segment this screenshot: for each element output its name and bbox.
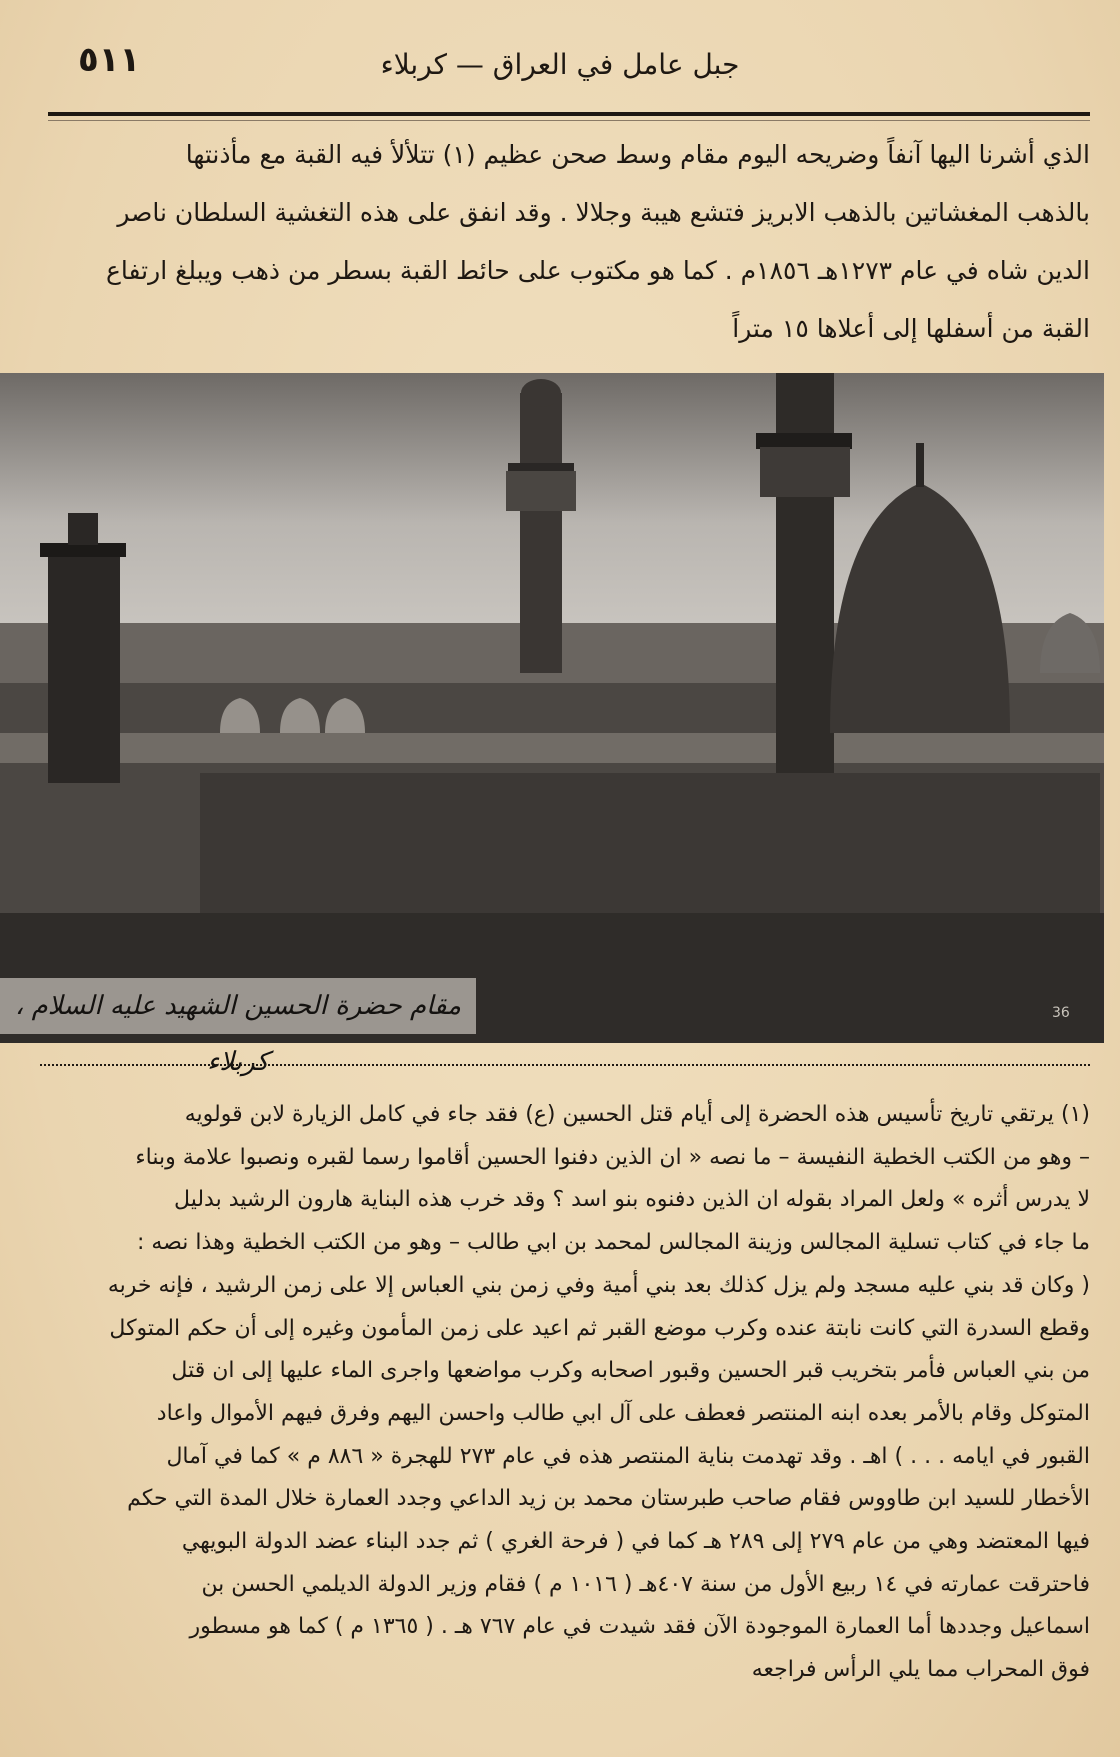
body-line: بالذهب المغشاتين بالذهب الابريز فتشع هيبة وجلالا . وقد انفق على هذه التغشية السلطان ناصر	[117, 198, 1090, 227]
footnote-line: فيها المعتضد وهي من عام ٢٧٩ إلى ٢٨٩ هـ كما في ( فرحة الغري ) ثم جدد البناء عضد الدولة البويهي	[181, 1529, 1090, 1555]
footnote-line: ( وكان قد بني عليه مسجد ولم يزل كذلك بعد بني أمية وفي زمن بني العباس إلا على زمن الرشيد ، فإنه خربه	[107, 1272, 1090, 1298]
footnote-line: فوق المحراب مما يلي الرأس فراجعه	[751, 1657, 1090, 1683]
left-clock-tower	[40, 513, 126, 783]
body-line: الدين شاه في عام ١٢٧٣هـ ١٨٥٦م . كما هو مكتوب على حائط القبة بسطر من ذهب ويبلغ ارتفاع	[105, 256, 1090, 285]
body-line: القبة من أسفلها إلى أعلاها ١٥ متراً	[732, 314, 1090, 343]
body-line: الذي أشرنا اليها آنفاً وضريحه اليوم مقام وسط صحن عظيم (١) تتلألأ فيه القبة مع مأذنتها	[185, 140, 1090, 169]
footnote-line: وقطع السدرة التي كانت نابتة عنده وكرب موضع القبر ثم اعيد على زمن المأمون وغيره إلى أن حكم المتوكل	[109, 1315, 1090, 1341]
plate-number: 36	[1052, 1005, 1070, 1021]
footnote-line: الأخطار للسيد ابن طاووس فقام صاحب طبرستان محمد بن زيد الداعي وجدد العمارة خلال المدة التي حكم	[127, 1486, 1090, 1512]
footnote-line: اسماعيل وجددها أما العمارة الموجودة الآن فقد شيدت في عام ٧٦٧ هـ . ( ١٣٦٥ م ) كما هو مسطور	[189, 1614, 1090, 1640]
shrine-photograph	[0, 373, 1104, 1043]
small-domes	[220, 698, 365, 733]
page-number: ٥١١	[78, 40, 141, 80]
footnote-line: (١) يرتقي تاريخ تأسيس هذه الحضرة إلى أيام قتل الحسين (ع) فقد جاء في كامل الزيارة لابن قولويه	[184, 1102, 1090, 1127]
shrine-photo-illustration	[0, 373, 1104, 1043]
footnote-line: لا يدرس أثره » ولعل المراد بقوله ان الذين دفنوه بنو اسد ؟ وقد خرب هذه البناية هارون الرشيد بدليل	[174, 1187, 1090, 1213]
header-rule-thin	[48, 120, 1090, 121]
footnote-line: المتوكل وقام بالأمر بعده ابنه المنتصر فعطف على آل ابي طالب واحسن اليهم وفرق فيهم الأموال واعاد	[156, 1400, 1090, 1426]
footnote-line: القبور في ايامه . . . ) اهـ . وقد تهدمت بناية المنتصر هذه في عام ٢٧٣ للهجرة « ٨٨٦ م » كما في آمال	[166, 1443, 1090, 1469]
running-title: جبل عامل في العراق — كربلاء	[380, 48, 740, 81]
header-rule	[48, 112, 1090, 116]
footnote-line: ما جاء في كتاب تسلية المجالس وزينة المجالس لمحمد بن ابي طالب – وهو من الكتب الخطية وهذا نصه :	[136, 1230, 1090, 1256]
footnote-line: من بني العباس فأمر بتخريب قبر الحسين وقبور اصحابه وكرب مواضعها واجرى الماء عليها إلى ان قتل	[171, 1358, 1090, 1384]
footnote-separator	[40, 1064, 1090, 1066]
footnote	[40, 1094, 1090, 1692]
photo-caption: مقام حضرة الحسين الشهيد عليه السلام ، كربلاء	[0, 978, 476, 1034]
body-paragraph	[42, 126, 1090, 358]
footnote-line: فاحترقت عمارته في ١٤ ربيع الأول من سنة ٤٠٧هـ ( ١٠١٦ م ) فقام وزير الدولة الديلمي الحسن بن	[201, 1571, 1090, 1597]
footnote-line: – وهو من الكتب الخطية النفيسة – ما نصه « ان الذين دفنوا الحسين أقاموا رسما لقبره ونصبوا علامة وبناء	[135, 1144, 1090, 1170]
